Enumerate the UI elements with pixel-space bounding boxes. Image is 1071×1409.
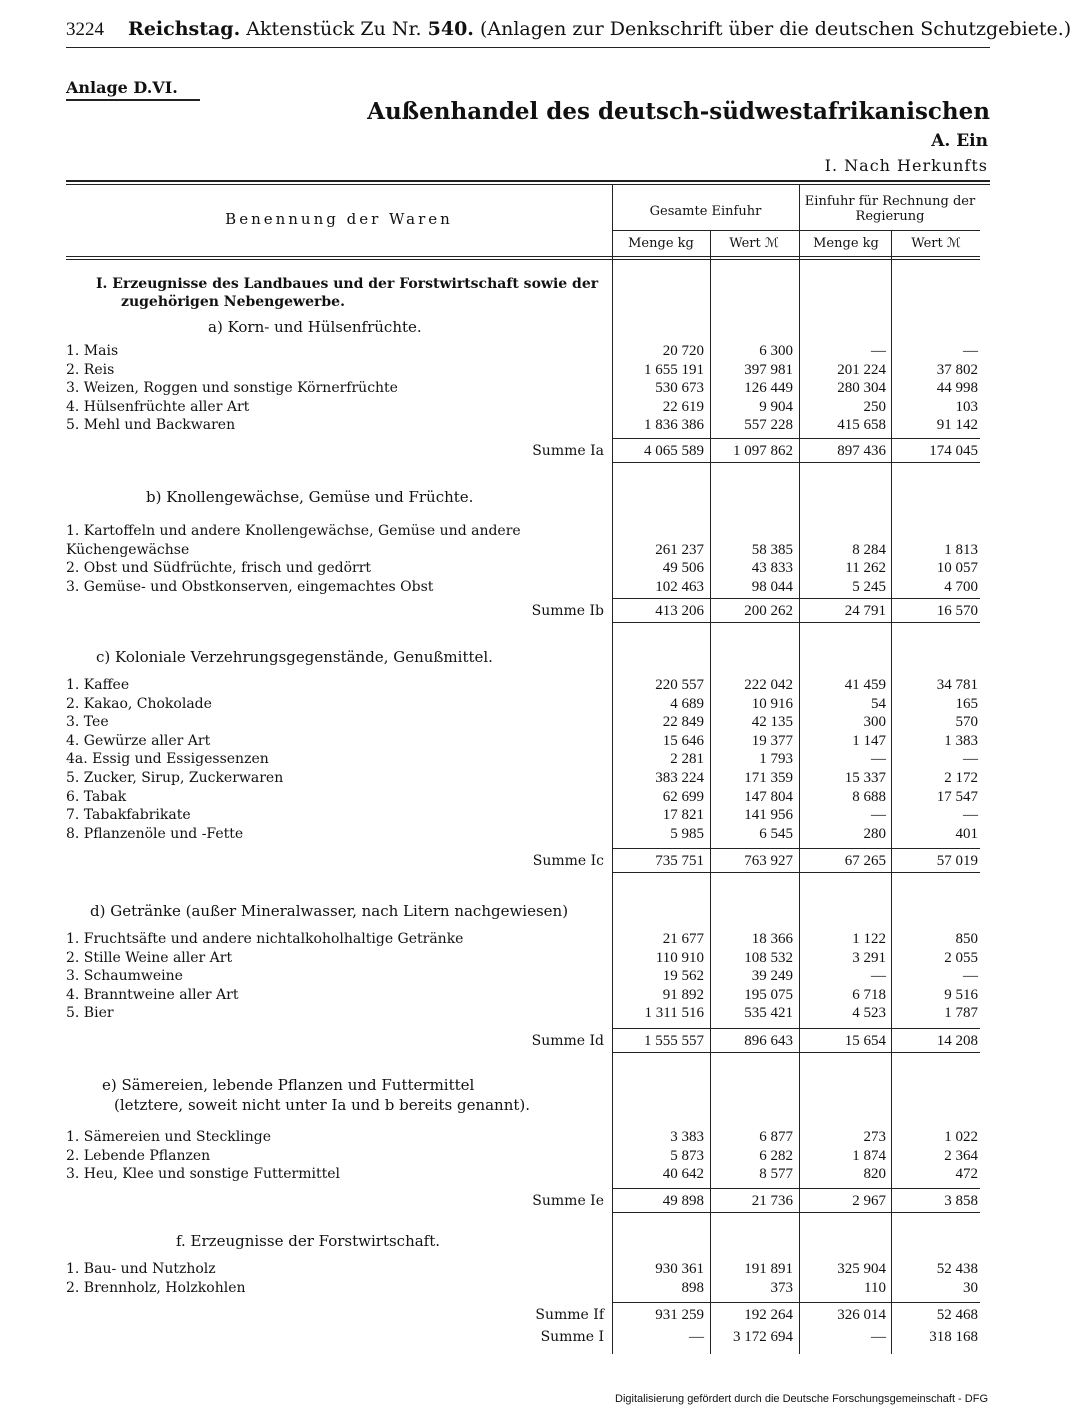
menge-regierung-cell: 273 — [863, 1129, 886, 1145]
menge-total-cell: 413 206 — [655, 603, 704, 619]
wert-regierung-cell: 17 547 — [936, 788, 978, 805]
sum-label: Summe Ic — [532, 853, 604, 869]
row-label: 1. Mais — [66, 343, 119, 359]
row-label: 3. Gemüse- und Obstkonserven, eingemachtes Obst — [66, 578, 434, 595]
menge-total-cell: 91 892 — [662, 986, 704, 1003]
wert-regierung-cell: — — [963, 807, 978, 824]
menge-total-cell: 21 677 — [662, 931, 704, 947]
table-row — [66, 1165, 996, 1183]
menge-total-cell: 15 646 — [662, 732, 704, 749]
table-row — [66, 986, 996, 1004]
menge-total-cell: 1 836 386 — [644, 417, 704, 434]
row-label: 1. Sämereien und Stecklinge — [66, 1129, 272, 1145]
table-row — [66, 1260, 996, 1278]
row-label: 5. Zucker, Sirup, Zuckerwaren — [66, 770, 284, 786]
row-label: Küchengewächse — [66, 541, 190, 558]
table-top-rule — [66, 180, 990, 182]
menge-total-cell: — — [689, 1329, 704, 1345]
menge-total-cell: 261 237 — [655, 541, 704, 558]
menge-total-cell: 5 985 — [670, 825, 704, 842]
menge-regierung-cell: 820 — [863, 1166, 886, 1183]
wert-total-cell: 373 — [770, 1279, 793, 1296]
menge-total-cell: 20 720 — [662, 343, 704, 359]
row-label: 2. Reis — [66, 361, 115, 378]
wert-total-cell: 192 264 — [744, 1307, 793, 1323]
table-row — [66, 1147, 996, 1165]
wert-total-cell: 171 359 — [744, 770, 793, 786]
menge-total-cell: 1 311 516 — [644, 1005, 704, 1022]
group-f-title: f. Erzeugnisse der Forstwirtschaft. — [176, 1232, 441, 1250]
wert-regierung-cell: 174 045 — [929, 443, 978, 459]
wert-regierung-cell: 91 142 — [936, 417, 978, 434]
page-header — [66, 18, 1071, 41]
row-label: 8. Pflanzenöle und -Fette — [66, 825, 244, 842]
wert-regierung-cell: 2 172 — [944, 770, 978, 786]
sum-row — [66, 602, 996, 620]
group-b-title: b) Knollengewächse, Gemüse und Früchte. — [146, 488, 474, 506]
table-row — [66, 522, 996, 540]
wert-total-cell: 108 532 — [744, 949, 793, 966]
wert-regierung-cell: 37 802 — [936, 361, 978, 378]
menge-regierung-cell: 415 658 — [837, 417, 886, 434]
menge-regierung-cell: 2 967 — [852, 1193, 886, 1209]
wert-total-cell: 6 545 — [759, 825, 793, 842]
menge-regierung-cell: 280 304 — [837, 380, 886, 397]
menge-total-cell: 49 898 — [662, 1193, 704, 1209]
row-label: 1. Fruchtsäfte und andere nichtalkoholhaltige Getränke — [66, 931, 464, 947]
table-row — [66, 806, 996, 824]
wert-regierung-cell: — — [963, 968, 978, 985]
menge-total-cell: 735 751 — [655, 853, 704, 869]
menge-total-cell: 22 849 — [662, 714, 704, 731]
wert-total-cell: 10 916 — [751, 695, 793, 712]
row-label: 3. Tee — [66, 714, 109, 731]
wert-regierung-cell: 9 516 — [944, 986, 978, 1003]
wert-total-cell: 126 449 — [744, 380, 793, 397]
row-label: 3. Heu, Klee und sonstige Futtermittel — [66, 1166, 340, 1183]
wert-regierung-cell: 103 — [955, 398, 978, 415]
menge-total-cell: 49 506 — [662, 560, 704, 577]
row-label: 2. Obst und Südfrüchte, frisch und gedörrt — [66, 560, 372, 577]
wert-total-cell: 58 385 — [751, 541, 793, 558]
menge-total-cell: 3 383 — [670, 1129, 704, 1145]
menge-regierung-cell: 280 — [863, 825, 886, 842]
wert-total-cell: 1 097 862 — [733, 443, 793, 459]
sum-row — [66, 1306, 996, 1324]
menge-regierung-cell: 15 654 — [844, 1033, 886, 1049]
wert-total-cell: 1 793 — [759, 751, 793, 768]
header-anlagen: (Anlagen zur Denkschrift über die deutschen Schutzgebiete.) — [479, 18, 1071, 40]
menge-regierung-cell: — — [871, 968, 886, 985]
menge-regierung-cell: 110 — [864, 1279, 886, 1296]
table-row — [66, 695, 996, 713]
wert-total-cell: 6 282 — [759, 1147, 793, 1164]
menge-regierung-cell: 8 688 — [852, 788, 886, 805]
anlage-rule — [66, 99, 200, 101]
header-rule — [66, 47, 990, 48]
table-row — [66, 361, 996, 379]
wert-total-cell: 42 135 — [751, 714, 793, 731]
wert-regierung-cell: 165 — [955, 695, 978, 712]
sum-label: Summe I — [540, 1329, 604, 1345]
wert-total-cell: 557 228 — [744, 417, 793, 434]
row-label: 7. Tabakfabrikate — [66, 807, 191, 824]
menge-regierung-cell: 325 904 — [837, 1261, 886, 1277]
wert-total-cell: 6 300 — [759, 343, 793, 359]
sum-rule — [612, 1028, 980, 1029]
header-bottom-rule — [66, 256, 980, 257]
menge-regierung-cell: 3 291 — [852, 949, 886, 966]
sum-rule-bottom — [612, 872, 980, 873]
group-e-title-2: (letztere, soweit nicht unter Ia und b bereits genannt). — [114, 1096, 531, 1114]
table-row — [66, 1128, 996, 1146]
menge-regierung-cell: 300 — [863, 714, 886, 731]
menge-regierung-cell: 8 284 — [852, 541, 886, 558]
wert-regierung-cell: 44 998 — [936, 380, 978, 397]
row-label: 3. Schaumweine — [66, 968, 183, 985]
table-row — [66, 379, 996, 397]
menge-regierung-cell: 897 436 — [837, 443, 886, 459]
page-title: Außenhandel des deutsch-südwestafrikanischen — [367, 98, 990, 125]
anlage-label: Anlage D.VI. — [66, 78, 178, 97]
wert-total-cell: 3 172 694 — [733, 1329, 793, 1345]
wert-total-cell: 39 249 — [751, 968, 793, 985]
menge-regierung-cell: 5 245 — [852, 578, 886, 595]
wert-total-cell: 98 044 — [751, 578, 793, 595]
wert-regierung-cell: — — [963, 343, 978, 359]
sum-label: Summe Ib — [531, 603, 604, 619]
wert-total-cell: 147 804 — [744, 788, 793, 805]
sum-label: Summe Ie — [532, 1193, 604, 1209]
row-label: 5. Mehl und Backwaren — [66, 417, 236, 434]
wert-regierung-cell: 1 787 — [944, 1005, 978, 1022]
menge-total-cell: 931 259 — [655, 1307, 704, 1323]
group-e-title: e) Sämereien, lebende Pflanzen und Futtermittel — [102, 1076, 475, 1094]
sum-label: Summe If — [535, 1307, 604, 1323]
table-row — [66, 1004, 996, 1022]
table-row — [66, 732, 996, 750]
wert-regierung-cell: 10 057 — [936, 560, 978, 577]
table-row — [66, 578, 996, 596]
wert-total-cell: 195 075 — [744, 986, 793, 1003]
wert-regierung-cell: 3 858 — [944, 1193, 978, 1209]
wert-total-cell: 18 366 — [751, 931, 793, 947]
wert-regierung-cell: 30 — [963, 1279, 978, 1296]
table-row — [66, 949, 996, 967]
wert-total-cell: 43 833 — [751, 560, 793, 577]
section-I-title-2: zugehörigen Nebengewerbe. — [121, 294, 345, 310]
row-label: 6. Tabak — [66, 788, 127, 805]
sum-row — [66, 1032, 996, 1050]
menge-total-cell: 898 — [681, 1279, 704, 1296]
table-row — [66, 416, 996, 434]
menge-total-cell: 62 699 — [662, 788, 704, 805]
wert-total-cell: 6 877 — [759, 1129, 793, 1145]
wert-total-cell: 397 981 — [744, 361, 793, 378]
table-row — [66, 342, 996, 360]
menge-regierung-cell: 326 014 — [837, 1307, 886, 1323]
table-row — [66, 769, 996, 787]
wert-regierung-cell: 2 364 — [944, 1147, 978, 1164]
header-bottom-rule-2 — [66, 259, 980, 260]
menge-regierung-cell: — — [871, 343, 886, 359]
sum-rule — [612, 598, 980, 599]
table-row — [66, 398, 996, 416]
menge-regierung-cell: — — [871, 751, 886, 768]
wert-regierung-cell: 14 208 — [936, 1033, 978, 1049]
sum-rule — [612, 1188, 980, 1189]
menge-regierung-cell: — — [871, 1329, 886, 1345]
table-row — [66, 559, 996, 577]
header-nr: 540. — [427, 18, 474, 40]
sum-row — [66, 852, 996, 870]
row-label: 4. Branntweine aller Art — [66, 986, 239, 1003]
menge-regierung-cell: 54 — [871, 695, 886, 712]
row-label: 4. Gewürze aller Art — [66, 732, 211, 749]
wert-regierung-cell: 2 055 — [944, 949, 978, 966]
sum-rule-bottom — [612, 462, 980, 463]
menge-total-cell: 4 689 — [670, 695, 704, 712]
wert-regierung-cell: 318 168 — [929, 1329, 978, 1345]
menge-regierung-cell: 24 791 — [844, 603, 886, 619]
header-reichstag: Reichstag. — [128, 18, 241, 40]
sum-rule — [612, 848, 980, 849]
row-label: 2. Lebende Pflanzen — [66, 1147, 211, 1164]
header-aktenstueck: Aktenstück Zu Nr. — [246, 18, 422, 40]
column-header-menge-2: Menge kg — [813, 236, 879, 251]
sum-label: Summe Ia — [532, 443, 604, 459]
table-row — [66, 967, 996, 985]
menge-total-cell: 19 562 — [662, 968, 704, 985]
menge-regierung-cell: 1 122 — [852, 931, 886, 947]
wert-total-cell: 191 891 — [744, 1261, 793, 1277]
wert-regierung-cell: 401 — [955, 825, 978, 842]
wert-regierung-cell: 16 570 — [936, 603, 978, 619]
wert-regierung-cell: 472 — [955, 1166, 978, 1183]
column-header-benennung: Benennung der Waren — [225, 210, 453, 228]
wert-total-cell: 200 262 — [744, 603, 793, 619]
menge-regierung-cell: 6 718 — [852, 986, 886, 1003]
wert-regierung-cell: 52 438 — [936, 1261, 978, 1277]
menge-regierung-cell: 41 459 — [844, 677, 886, 693]
sum-rule-bottom — [612, 622, 980, 623]
table-top-rule-thin — [66, 184, 990, 185]
sum-rule — [612, 1302, 980, 1303]
menge-regierung-cell: 250 — [863, 398, 886, 415]
row-label: 2. Kakao, Chokolade — [66, 695, 212, 712]
wert-total-cell: 763 927 — [744, 853, 793, 869]
wert-total-cell: 535 421 — [744, 1005, 793, 1022]
menge-regierung-cell: 67 265 — [844, 853, 886, 869]
menge-total-cell: 1 655 191 — [644, 361, 704, 378]
table-row — [66, 788, 996, 806]
menge-total-cell: 5 873 — [670, 1147, 704, 1164]
sum-label: Summe Id — [531, 1033, 604, 1049]
wert-regierung-cell: 1 813 — [944, 541, 978, 558]
wert-regierung-cell: 4 700 — [944, 578, 978, 595]
menge-total-cell: 930 361 — [655, 1261, 704, 1277]
row-label: 2. Stille Weine aller Art — [66, 949, 233, 966]
menge-total-cell: 110 910 — [655, 949, 704, 966]
menge-total-cell: 102 463 — [655, 578, 704, 595]
column-header-regierung: Einfuhr für Rechnung der Regierung — [804, 194, 976, 224]
wert-regierung-cell: 570 — [955, 714, 978, 731]
menge-total-cell: 220 557 — [655, 677, 704, 693]
column-header-wert-1: Wert ℳ — [729, 236, 779, 251]
wert-regierung-cell: 34 781 — [936, 677, 978, 693]
wert-total-cell: 222 042 — [744, 677, 793, 693]
menge-total-cell: 530 673 — [655, 380, 704, 397]
page-number: 3224 — [66, 19, 104, 40]
wert-total-cell: 21 736 — [751, 1193, 793, 1209]
wert-total-cell: 896 643 — [744, 1033, 793, 1049]
table-row — [66, 825, 996, 843]
menge-regierung-cell: — — [871, 807, 886, 824]
wert-regierung-cell: 57 019 — [936, 853, 978, 869]
table-row — [66, 676, 996, 694]
menge-total-cell: 1 555 557 — [644, 1033, 704, 1049]
footer-dfg: Digitalisierung gefördert durch die Deutsche Forschungsgemeinschaft - DFG — [615, 1393, 988, 1405]
column-header-gesamte: Gesamte Einfuhr — [649, 204, 762, 219]
subtitle-i: I. Nach Herkunfts — [824, 156, 988, 175]
row-label: 5. Bier — [66, 1005, 114, 1022]
group-c-title: c) Koloniale Verzehrungsgegenstände, Genußmittel. — [96, 648, 493, 666]
table-row — [66, 930, 996, 948]
menge-regierung-cell: 15 337 — [844, 770, 886, 786]
subtitle-a: A. Ein — [931, 131, 988, 151]
row-label: 1. Kaffee — [66, 677, 130, 693]
wert-regierung-cell: 1 383 — [944, 732, 978, 749]
sum-rule — [612, 438, 980, 439]
sum-rule-bottom — [612, 1212, 980, 1213]
row-label: 3. Weizen, Roggen und sonstige Körnerfrüchte — [66, 380, 398, 397]
row-label: 2. Brennholz, Holzkohlen — [66, 1279, 246, 1296]
wert-regierung-cell: 52 468 — [936, 1307, 978, 1323]
sum-row — [66, 1328, 996, 1346]
wert-total-cell: 8 577 — [759, 1166, 793, 1183]
wert-total-cell: 141 956 — [744, 807, 793, 824]
wert-total-cell: 19 377 — [751, 732, 793, 749]
wert-regierung-cell: — — [963, 751, 978, 768]
menge-regierung-cell: 4 523 — [852, 1005, 886, 1022]
menge-total-cell: 2 281 — [670, 751, 704, 768]
menge-regierung-cell: 201 224 — [837, 361, 886, 378]
group-a-title: a) Korn- und Hülsenfrüchte. — [208, 318, 422, 336]
sum-row — [66, 442, 996, 460]
column-header-menge-1: Menge kg — [628, 236, 694, 251]
menge-total-cell: 40 642 — [662, 1166, 704, 1183]
group-d-title: d) Getränke (außer Mineralwasser, nach Litern nachgewiesen) — [90, 902, 569, 920]
menge-total-cell: 22 619 — [662, 398, 704, 415]
sum-rule-bottom — [612, 1052, 980, 1053]
wert-regierung-cell: 1 022 — [944, 1129, 978, 1145]
row-label: 4. Hülsenfrüchte aller Art — [66, 398, 250, 415]
menge-total-cell: 4 065 589 — [644, 443, 704, 459]
table-row — [66, 713, 996, 731]
section-I-title: I. Erzeugnisse des Landbaues und der Forstwirtschaft sowie der — [96, 276, 599, 292]
row-label: 1. Bau- und Nutzholz — [66, 1261, 216, 1277]
menge-regierung-cell: 11 262 — [845, 560, 886, 577]
table-row — [66, 1279, 996, 1297]
menge-total-cell: 17 821 — [662, 807, 704, 824]
menge-regierung-cell: 1 147 — [852, 732, 886, 749]
column-header-wert-2: Wert ℳ — [911, 236, 961, 251]
wert-total-cell: 9 904 — [759, 398, 793, 415]
header-group-rule — [612, 230, 980, 231]
row-label: 4a. Essig und Essigessenzen — [66, 751, 269, 768]
sum-row — [66, 1192, 996, 1210]
table-row — [66, 750, 996, 768]
row-label: 1. Kartoffeln und andere Knollengewächse, Gemüse und andere — [66, 523, 521, 539]
menge-total-cell: 383 224 — [655, 770, 704, 786]
menge-regierung-cell: 1 874 — [852, 1147, 886, 1164]
wert-regierung-cell: 850 — [955, 931, 978, 947]
table-row — [66, 541, 996, 559]
